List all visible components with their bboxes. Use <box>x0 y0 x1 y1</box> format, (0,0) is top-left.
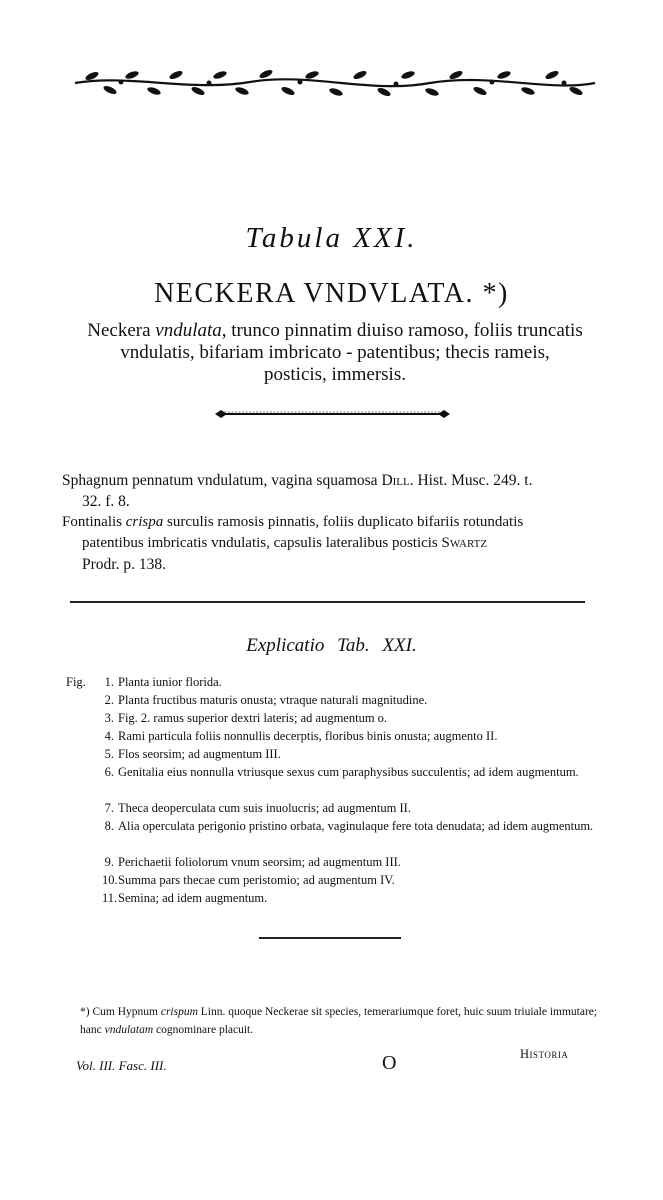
fig-description: Planta iunior florida. <box>118 675 222 689</box>
fig-number: 1. <box>104 675 114 689</box>
synonym-text: Hist. Musc. 249. t. <box>413 472 533 489</box>
diagnosis-line-1 <box>60 320 610 342</box>
diagnosis-line-3: posticis, immersis. <box>264 364 406 385</box>
list-item <box>66 745 606 763</box>
footnote-text: cognominare placuit. <box>153 1024 254 1036</box>
synonym-line <box>62 533 602 554</box>
synonym-epithet: crispa <box>125 514 164 530</box>
fig-description: Rami particula foliis nonnullis decerptis, floribus binis onusta; augmento II. <box>118 729 498 743</box>
diagnosis-text: , trunco pinnatim diuiso ramoso, foliis truncatis <box>221 320 583 341</box>
signature-mark: O <box>382 1052 397 1074</box>
list-item <box>66 763 606 799</box>
list-item <box>66 817 606 853</box>
author-name: Dill. <box>381 472 414 489</box>
synonym-line: Prodr. p. 138. <box>82 556 166 573</box>
diagnosis-epithet: vndulata <box>155 320 222 341</box>
plate-title: Tabula XXI. <box>245 222 418 254</box>
list-item <box>66 799 606 817</box>
species-title: NECKERA VNDVLATA. *) <box>154 278 509 309</box>
list-item <box>66 871 606 889</box>
floral-ornament <box>70 66 600 100</box>
volume-label: Vol. III. Fasc. III. <box>76 1058 167 1073</box>
list-item <box>66 727 606 745</box>
fig-description: Planta fructibus maturis onusta; vtraque naturali magnitudine. <box>118 693 428 707</box>
fig-number: 9. <box>104 855 114 869</box>
footnote <box>80 1003 600 1039</box>
diagnosis-text: Neckera <box>87 320 156 341</box>
list-item <box>66 853 606 871</box>
figure-explanation-list <box>66 673 606 907</box>
fig-number: 6. <box>104 765 114 779</box>
footnote-epithet: crispum <box>160 1006 198 1018</box>
fig-description: Perichaetii foliolorum vnum seorsim; ad augmentum III. <box>118 855 401 869</box>
ornamental-rule <box>215 408 450 420</box>
section-divider <box>70 601 585 603</box>
synonym-line <box>62 512 602 533</box>
fig-description: Fig. 2. ramus superior dextri lateris; ad augmentum o. <box>118 711 388 725</box>
synonym-dillenius <box>62 470 602 512</box>
list-item <box>66 691 606 709</box>
footnote-text: Cum Hypnum <box>89 1006 161 1018</box>
fig-description: Alia operculata perigonio pristino orbata, vaginulaque fere tota denudata; ad idem augmentum. <box>118 819 594 833</box>
fig-description: Summa pars thecae cum peristomio; ad augmentum IV. <box>118 873 395 887</box>
synonym-swartz <box>62 512 602 575</box>
fig-number: 11. <box>102 891 118 905</box>
synonym-line <box>62 470 602 491</box>
footnote-text: Linn. quoque Neckerae sit species, temerariumque foret, huic suum triuiale immutare; hanc <box>80 1006 598 1036</box>
section-divider <box>259 937 401 939</box>
fig-number: 7. <box>104 801 114 815</box>
synonym-text: patentibus imbricatis vndulatis, capsulis lateralibus posticis <box>82 535 442 551</box>
synonym-text: Sphagnum pennatum vndulatum, vagina squamosa <box>62 472 382 489</box>
fig-description: Semina; ad idem augmentum. <box>118 891 268 905</box>
fig-description: Genitalia eius nonnulla vtriusque sexus cum paraphysibus succulentis; ad idem augmentum. <box>118 765 579 779</box>
list-item <box>66 709 606 727</box>
footnote-mark: *) <box>80 1006 90 1018</box>
list-item <box>66 889 606 907</box>
fig-description: Theca deoperculata cum suis inuolucris; ad augmentum II. <box>118 801 411 815</box>
synonym-text: Fontinalis <box>62 514 126 530</box>
list-item <box>66 673 606 691</box>
diagnosis-line-2: vndulatis, bifariam imbricato - patentibus; thecis rameis, <box>120 342 550 363</box>
fig-number: 3. <box>104 711 114 725</box>
explicatio-title: Explicatio Tab. XXI. <box>246 635 417 656</box>
fig-number: 4. <box>104 729 114 743</box>
fig-number: 5. <box>104 747 114 761</box>
fig-label: Fig. <box>66 675 86 689</box>
fig-description: Flos seorsim; ad augmentum III. <box>118 747 281 761</box>
synonym-line: 32. f. 8. <box>82 493 130 510</box>
species-diagnosis <box>60 320 610 386</box>
catchword: Historia <box>520 1047 569 1061</box>
footnote-epithet: vndulatam <box>104 1024 154 1036</box>
fig-number: 2. <box>104 693 114 707</box>
fig-number: 10. <box>102 873 118 887</box>
author-name: Swartz <box>441 535 488 551</box>
synonym-text: surculis ramosis pinnatis, foliis duplicato bifariis rotundatis <box>163 514 524 530</box>
fig-number: 8. <box>104 819 114 833</box>
